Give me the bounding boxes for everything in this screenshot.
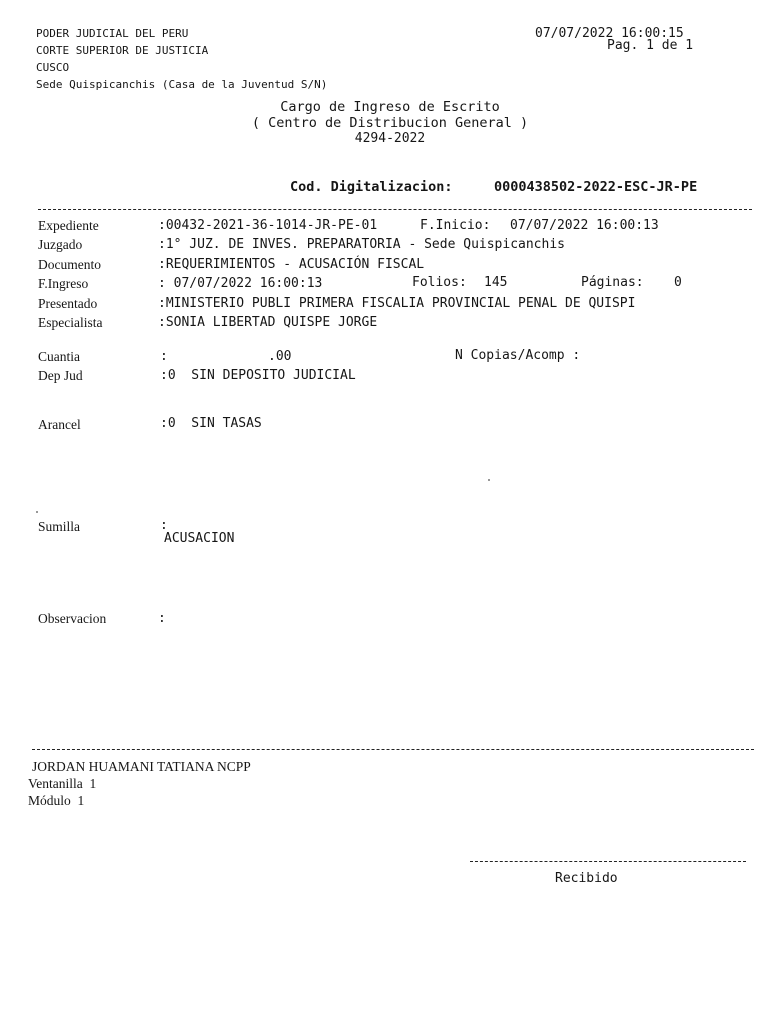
org-line-1: PODER JUDICIAL DEL PERU: [36, 27, 189, 40]
org-line-3: CUSCO: [36, 61, 70, 74]
presentado-label: Presentado: [38, 296, 98, 311]
document-title: Cargo de Ingreso de Escrito: [280, 99, 500, 115]
observacion-separator: :: [158, 611, 166, 626]
juzgado-value: :1° JUZ. DE INVES. PREPARATORIA - Sede Quispicanchis: [158, 237, 565, 252]
document-subtitle: ( Centro de Distribucion General ): [251, 115, 529, 131]
observacion-label: Observacion: [38, 611, 107, 626]
paginas-label: Páginas:: [581, 275, 644, 290]
signature-line: [470, 861, 746, 862]
attendant-name: JORDAN HUAMANI TATIANA NCPP: [32, 759, 251, 774]
received-label: Recibido: [555, 871, 618, 886]
document-number: 4294-2022: [354, 131, 426, 146]
dep-jud-label: Dep Jud: [38, 368, 83, 383]
digitalization-code: 0000438502-2022-ESC-JR-PE: [494, 179, 698, 195]
fecha-ingreso-label: F.Ingreso: [38, 276, 89, 291]
documento-label: Documento: [38, 257, 101, 272]
sumilla-separator: :: [160, 518, 168, 533]
fecha-inicio-value: 07/07/2022 16:00:13: [510, 218, 659, 233]
digitalization-label: Cod. Digitalizacion:: [290, 179, 453, 195]
presentado-value: :MINISTERIO PUBLI PRIMERA FISCALIA PROVINCIAL PENAL DE QUISPI: [158, 296, 636, 311]
cuantia-separator: :: [160, 349, 168, 364]
paginas-value: 0: [674, 275, 682, 290]
print-datetime: 07/07/2022 16:00:15: [535, 26, 684, 41]
expediente-value: :00432-2021-36-1014-JR-PE-01: [158, 218, 378, 233]
juzgado-label: Juzgado: [38, 237, 83, 252]
expediente-label: Expediente: [38, 218, 99, 233]
top-divider: [38, 209, 752, 210]
dep-jud-value: :0 SIN DEPOSITO JUDICIAL: [160, 368, 356, 383]
sumilla-label: Sumilla: [38, 519, 81, 534]
scan-speck: [488, 479, 490, 481]
folios-label: Folios:: [412, 275, 467, 290]
scan-speck: [36, 511, 38, 513]
folios-value: 145: [484, 275, 508, 290]
ventanilla-label: Ventanilla 1: [28, 776, 97, 791]
sumilla-value: ACUSACION: [164, 531, 235, 546]
fecha-ingreso-value: : 07/07/2022 16:00:13: [158, 276, 323, 291]
page-counter: Pag. 1 de 1: [607, 38, 694, 53]
arancel-label: Arancel: [38, 417, 81, 432]
org-line-4: Sede Quispicanchis (Casa de la Juventud S/N): [36, 78, 328, 91]
fecha-inicio-label: F.Inicio:: [420, 218, 491, 233]
bottom-divider: [32, 749, 754, 750]
modulo-label: Módulo 1: [28, 793, 85, 808]
org-line-2: CORTE SUPERIOR DE JUSTICIA: [36, 44, 209, 57]
cuantia-value: .00: [268, 349, 292, 364]
documento-value: :REQUERIMIENTOS - ACUSACIÓN FISCAL: [158, 257, 425, 272]
especialista-label: Especialista: [38, 315, 103, 330]
copias-label: N Copias/Acomp :: [455, 348, 581, 363]
especialista-value: :SONIA LIBERTAD QUISPE JORGE: [158, 315, 378, 330]
arancel-value: :0 SIN TASAS: [160, 416, 262, 431]
cuantia-label: Cuantia: [38, 349, 80, 364]
